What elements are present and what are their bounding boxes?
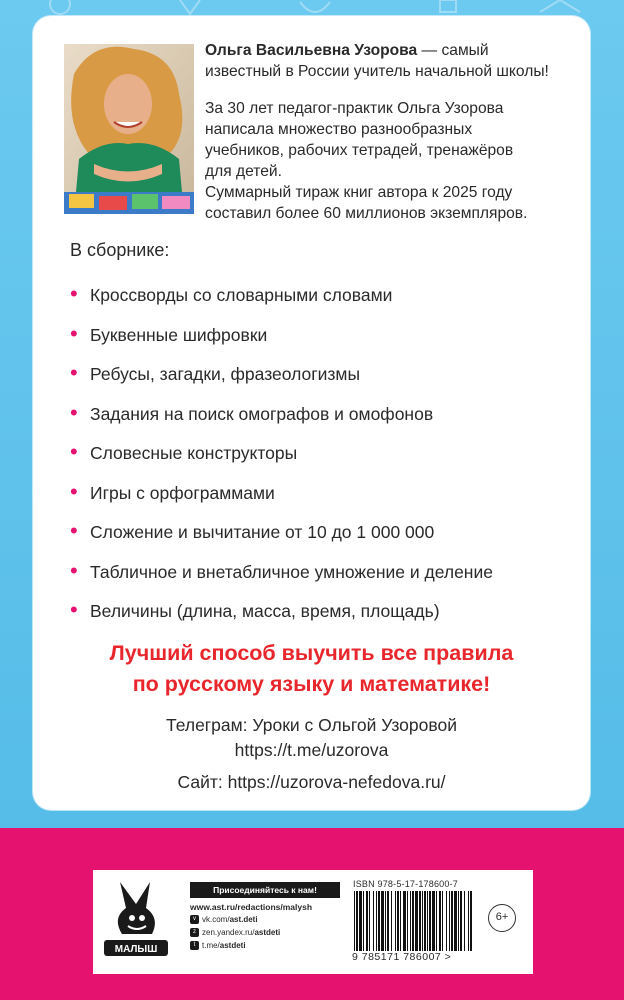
age-rating-badge: 6+ [488,904,516,932]
feature-text: Сложение и вычитание от 10 до 1 000 000 [90,522,435,542]
barcode-bar [376,891,377,951]
join-banner: Присоединяйтесь к нам! [190,882,340,898]
author-intro [205,40,590,82]
slogan-line-1: Лучший способ выучить все правила [109,641,514,665]
barcode-bar [403,891,406,951]
barcode-bar [451,891,453,951]
barcode-bar [395,891,396,951]
barcode-bar [410,891,411,951]
barcode-bar [412,891,414,951]
barcode-bar [468,891,469,951]
social-prefix: t.me/ [202,941,220,950]
barcode-bar [373,891,374,951]
bullet-icon: • [70,399,78,425]
barcode-number [352,951,451,963]
barcode-bar [366,891,368,951]
feature-text: Величины (длина, масса, время, площадь) [90,601,440,621]
barcode-bar [454,891,457,951]
barcode-bar [354,891,355,951]
slogan [33,638,590,700]
feature-item [70,597,493,641]
feature-text: Задания на поиск омографов и омофонов [90,403,434,424]
bullet-icon: • [70,360,78,385]
bullet-icon: • [70,557,78,583]
social-prefix: vk.com/ [202,915,230,924]
bio-line: учебников, рабочих тетрадей, тренажёров [205,142,514,159]
feature-text: Игры с орфограммами [90,482,275,503]
author-name: Ольга Васильевна Узорова [205,42,418,59]
contents-heading: В сборнике: [70,240,170,260]
feature-item [70,518,493,562]
isbn: ISBN 978-5-17-178600-7 [353,879,458,889]
barcode-bar [458,891,459,951]
social-link-zen[interactable] [190,927,340,938]
publisher-logo [100,878,172,962]
vk-icon: v [190,915,199,924]
barcode-bar [415,891,418,951]
bio-line: написала множество разнообразных [205,121,473,138]
publisher-social [190,882,340,951]
feature-item [70,439,493,483]
barcode-bar [356,891,358,951]
bullet-icon: • [70,478,78,504]
barcode-bar [460,891,462,951]
barcode-bar [397,891,399,951]
logo-text: МАЛЫШ [114,944,158,955]
barcode [352,891,474,951]
feature-item [70,478,493,523]
bullet-icon: • [70,439,78,464]
features-list [70,281,493,641]
bullet-icon: • [70,320,78,346]
bio-line: Суммарный тираж книг автора к 2025 году [205,184,513,201]
website-link[interactable]: Сайт: https://uzorova-nefedova.ru/ [177,772,446,792]
barcode-bar [391,891,392,951]
feature-item [70,281,493,325]
bio-line: для детей. [205,163,282,180]
barcode-bar [359,891,362,951]
barcode-bar [464,891,465,951]
social-handle: astdeti [219,941,246,950]
telegram-info [33,713,590,763]
barcode-bar [419,891,421,951]
feature-text: Кроссворды со словарными словами [90,285,393,305]
barcode-bar [436,891,437,951]
barcode-digits: 9 785171 786007 [352,951,442,963]
barcode-bar [369,891,370,951]
barcode-bar [432,891,435,951]
slogan-line-2: по русскому языку и математике! [132,672,491,696]
bullet-icon: • [70,281,78,306]
barcode-bar [400,891,401,951]
author-bio [205,98,590,224]
telegram-label: Телеграм: Уроки с Ольгой Узоровой [166,715,457,735]
zen-icon: z [190,928,199,937]
barcode-bar [449,891,450,951]
barcode-bar [387,891,389,951]
feature-item [70,320,493,365]
barcode-bar [429,891,431,951]
feature-item [70,360,493,404]
bio-line: За 30 лет педагог-практик Ольга Узорова [205,100,504,117]
barcode-bar [385,891,386,951]
publisher-web-link[interactable]: www.ast.ru/redactions/malysh [190,902,313,912]
social-link-telegram[interactable] [190,940,340,951]
telegram-link[interactable]: https://t.me/uzorova [234,740,389,760]
barcode-bar [439,891,441,951]
feature-text: Ребусы, загадки, фразеологизмы [90,364,361,384]
barcode-bar [407,891,408,951]
feature-text: Табличное и внетабличное умножение и деление [90,561,493,582]
bullet-icon: • [70,518,78,543]
social-handle: ast.deti [229,915,258,924]
barcode-tail: > [444,951,452,963]
feature-text: Словесные конструкторы [90,443,298,463]
bullet-icon: • [70,597,78,622]
author-photo [64,44,194,214]
feature-text: Буквенные шифровки [90,324,268,345]
feature-item [70,399,493,444]
telegram-icon: t [190,941,199,950]
barcode-bar [424,891,426,951]
barcode-bar [442,891,443,951]
barcode-bar [427,891,428,951]
social-prefix: zen.yandex.ru/ [202,928,255,937]
social-handle: astdeti [254,928,281,937]
barcode-bar [363,891,364,951]
barcode-bar [381,891,384,951]
feature-item [70,557,493,602]
bio-line: составил более 60 миллионов экземпляров. [205,205,528,222]
author-tagline-1: — самый [421,42,489,59]
barcode-bar [422,891,423,951]
barcode-bar [378,891,380,951]
barcode-bar [470,891,472,951]
author-tagline-2: известный в России учитель начальной школы! [205,63,549,80]
social-link-vk[interactable] [190,914,340,925]
barcode-bar [446,891,447,951]
